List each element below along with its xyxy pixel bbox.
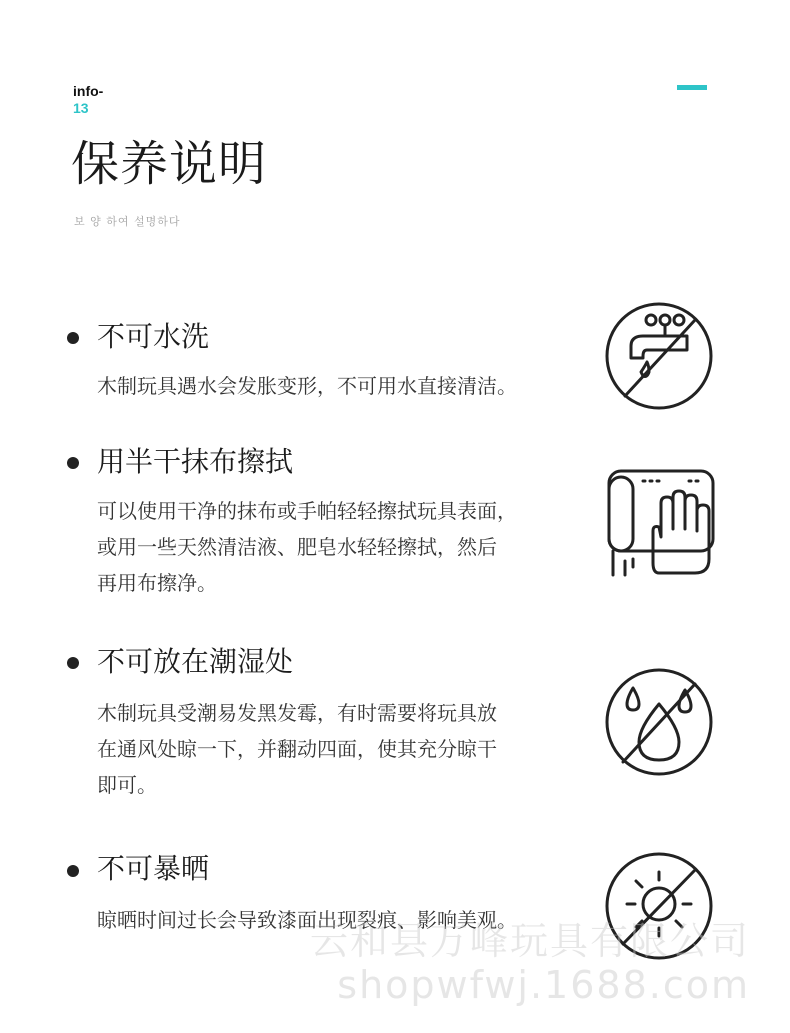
bullet-dot — [67, 865, 79, 877]
care-item-description — [97, 902, 577, 938]
care-item-description — [97, 368, 577, 404]
description-line: 晾晒时间过长会导致漆面出现裂痕、影响美观。 — [97, 908, 517, 932]
no-moisture-icon — [603, 666, 715, 778]
description-line: 或用一些天然清洁液、肥皂水轻轻擦拭，然后 — [97, 535, 497, 559]
care-item-title: 不可水洗 — [97, 320, 210, 353]
watermark-url: shopwfwj.1688.com — [337, 963, 750, 1007]
page-title: 保养说明 — [71, 136, 268, 192]
description-line: 可以使用干净的抹布或手帕轻轻擦拭玩具表面， — [97, 499, 517, 523]
info-tag — [73, 83, 103, 117]
accent-bar — [677, 85, 707, 90]
care-item-description — [97, 493, 577, 601]
info-number: 13 — [73, 100, 89, 116]
care-item-description — [97, 695, 577, 803]
bullet-dot — [67, 457, 79, 469]
bullet-dot — [67, 657, 79, 669]
description-line: 木制玩具遇水会发胀变形，不可用水直接清洁。 — [97, 374, 517, 398]
watermark-company: 云和县万峰玩具有限公司 — [309, 919, 750, 963]
care-item-title: 用半干抹布擦拭 — [97, 445, 294, 478]
description-line: 在通风处晾一下，并翻动四面，使其充分晾干 — [97, 737, 497, 761]
hand-wipe-cloth-icon — [603, 467, 715, 579]
no-water-tap-icon — [603, 300, 715, 412]
info-prefix: info- — [73, 83, 104, 99]
care-item-title: 不可放在潮湿处 — [97, 645, 294, 678]
no-sun-icon — [603, 850, 715, 962]
description-line: 再用布擦净。 — [97, 571, 217, 595]
care-item-title: 不可暴晒 — [97, 852, 210, 885]
page-subtitle: 보 양 하여 설명하다 — [74, 215, 181, 228]
description-line: 即可。 — [97, 773, 157, 797]
bullet-dot — [67, 332, 79, 344]
description-line: 木制玩具受潮易发黑发霉，有时需要将玩具放 — [97, 701, 497, 725]
